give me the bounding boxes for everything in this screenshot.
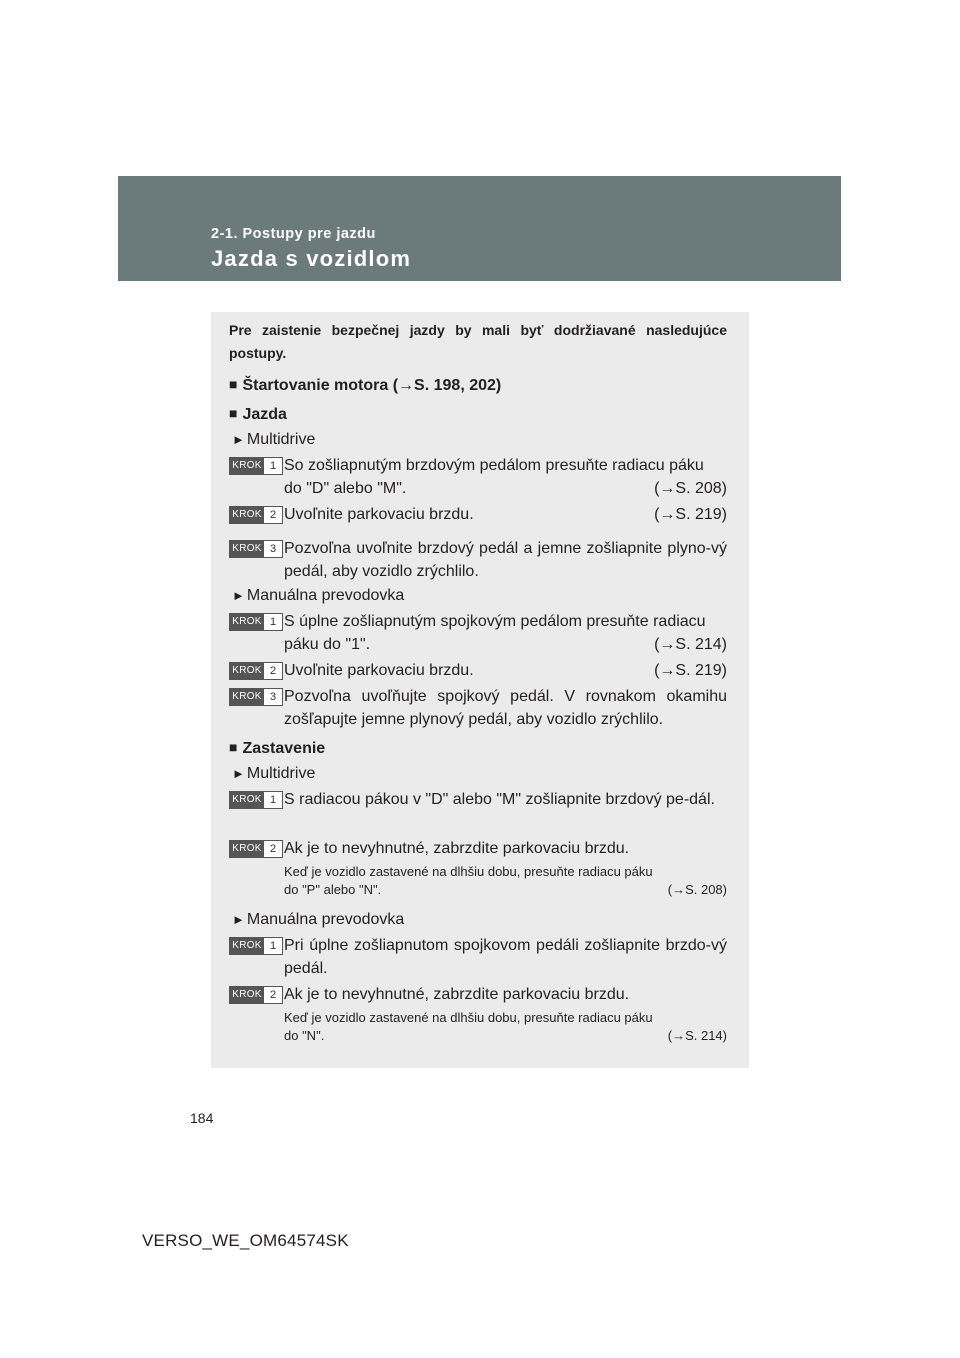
step-badge: KROK 2 [229, 662, 283, 680]
section-header-bar [118, 176, 841, 281]
step-badge: KROK 3 [229, 540, 283, 558]
step-drive-multidrive-3 [229, 537, 727, 583]
subheading-drive-multidrive [232, 430, 315, 450]
page-reference: (→S. 219) [654, 506, 727, 523]
square-bullet-icon: ■ [229, 739, 238, 755]
step-badge: KROK 1 [229, 791, 283, 809]
step-text: So zošliapnutým brzdovým pedálom presuňte radiacu páku [284, 457, 704, 474]
subheading-label: Manuálna prevodovka [246, 587, 405, 604]
step-text: Ak je to nevyhnutné, zabrzdite parkovaciu brzdu. [284, 840, 630, 857]
subheading-label: Multidrive [246, 765, 316, 782]
heading-drive-label: Jazda [242, 406, 287, 423]
step-stop-multidrive-1 [229, 788, 727, 811]
subheading-drive-manual [232, 586, 404, 606]
subheading-stop-multidrive [232, 764, 315, 784]
note-text: Keď je vozidlo zastavené na dlhšiu dobu, presuňte radiacu páku [284, 864, 653, 879]
step-drive-multidrive-1 [229, 454, 727, 500]
step-drive-multidrive-2 [229, 503, 727, 526]
step-badge: KROK 2 [229, 986, 283, 1004]
step-badge: KROK 1 [229, 457, 283, 475]
heading-start-engine-label: Štartovanie motora (→S. 198, 202) [242, 377, 502, 394]
step-text: Ak je to nevyhnutné, zabrzdite parkovaciu brzdu. [284, 986, 630, 1003]
step-drive-manual-2 [229, 659, 727, 682]
step-badge: KROK 2 [229, 840, 283, 858]
step-text: Pozvoľna uvoľňujte spojkový pedál. V rovnakom okamihu zošľapujte jemne plynový pedál, aby vozidlo zrýchlilo. [284, 688, 727, 728]
page-reference: (→S. 208) [654, 480, 727, 497]
page-reference: (→S. 219) [654, 662, 727, 679]
step-badge: KROK 3 [229, 688, 283, 706]
step-drive-manual-1 [229, 610, 727, 656]
document-code: VERSO_WE_OM64574SK [142, 1231, 349, 1250]
intro-text: Pre zaistenie bezpečnej jazdy by mali byť dodržiavané nasledujúce postupy. [229, 322, 727, 361]
section-label: 2-1. Postupy pre jazdu [211, 226, 376, 242]
heading-start-engine [229, 375, 501, 396]
note-text-continued: do "N". (→S. 214) [284, 1028, 727, 1043]
note-text-continued: do "P" alebo "N". (→S. 208) [284, 882, 727, 897]
page-reference: (→S. 214) [654, 636, 727, 653]
square-bullet-icon: ■ [229, 405, 238, 421]
triangle-bullet-icon: ► [232, 912, 245, 927]
step-text: Pri úplne zošliapnutom spojkovom pedáli zošliapnite brzdo-vý pedál. [284, 937, 727, 977]
note-stop-multidrive [284, 863, 727, 899]
step-text: Uvoľnite parkovaciu brzdu. (→S. 219) [284, 659, 727, 682]
step-text: Pozvoľna uvoľnite brzdový pedál a jemne zošliapnite plyno-vý pedál, aby vozidlo zrýchlilo. [284, 540, 727, 580]
step-badge: KROK 1 [229, 937, 283, 955]
heading-stop-label: Zastavenie [242, 740, 326, 757]
note-text: Keď je vozidlo zastavené na dlhšiu dobu, presuňte radiacu páku [284, 1010, 653, 1025]
square-bullet-icon: ■ [229, 376, 238, 392]
page-title: Jazda s vozidlom [211, 246, 412, 271]
page-reference: (→S. 214) [667, 1028, 727, 1043]
step-text: S úplne zošliapnutým spojkovým pedálom presuňte radiacu [284, 613, 706, 630]
page-number: 184 [190, 1110, 214, 1126]
page-reference: (→S. 208) [667, 882, 727, 897]
step-stop-manual-1 [229, 934, 727, 980]
heading-stop [229, 738, 325, 759]
step-stop-multidrive-2 [229, 837, 727, 860]
triangle-bullet-icon: ► [232, 588, 245, 603]
step-text: Uvoľnite parkovaciu brzdu. (→S. 219) [284, 503, 727, 526]
heading-drive [229, 404, 287, 425]
step-stop-manual-2 [229, 983, 727, 1006]
subheading-label: Manuálna prevodovka [246, 911, 405, 928]
step-text-continued: páku do "1". (→S. 214) [284, 633, 727, 656]
subheading-stop-manual [232, 910, 404, 930]
step-text: S radiacou pákou v "D" alebo "M" zošliapnite brzdový pe-dál. [284, 791, 715, 808]
subheading-label: Multidrive [246, 431, 316, 448]
step-badge: KROK 1 [229, 613, 283, 631]
step-text-continued: do "D" alebo "M". (→S. 208) [284, 477, 727, 500]
triangle-bullet-icon: ► [232, 432, 245, 447]
note-stop-manual [284, 1009, 727, 1045]
step-badge: KROK 2 [229, 506, 283, 524]
step-drive-manual-3 [229, 685, 727, 731]
triangle-bullet-icon: ► [232, 766, 245, 781]
